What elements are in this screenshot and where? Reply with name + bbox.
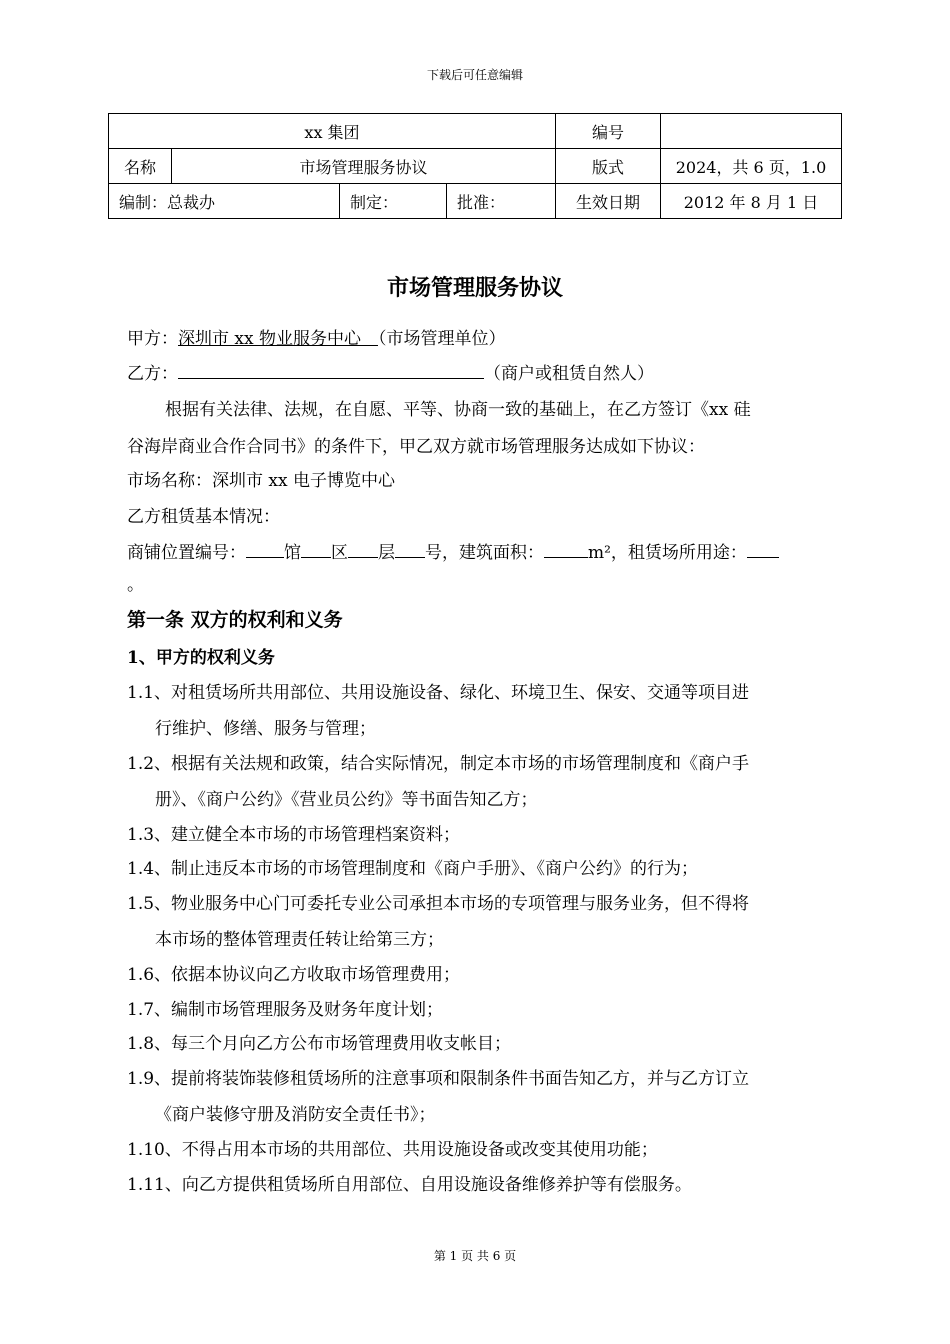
- intro-line-1: 根据有关法律、法规，在自愿、平等、协商一致的基础上，在乙方签订《xx 硅: [165, 400, 751, 420]
- blank-qu: [301, 540, 331, 558]
- version-value-cell: 2024，共 6 页，1.0: [661, 149, 842, 184]
- number-label-cell: 编号: [556, 114, 661, 149]
- document-title: 市场管理服务协议: [386, 275, 563, 301]
- effective-date-label-cell: 生效日期: [556, 184, 661, 219]
- approved-by-cell: 批准：: [447, 184, 556, 219]
- item-1-2-line-2: 册》、《商户公约》《营业员公约》等书面告知乙方；: [155, 790, 538, 810]
- party-b-line: [127, 359, 654, 384]
- item-1-9-line-1: 1.9、提前将装饰装修租赁场所的注意事项和限制条件书面告知乙方，并与乙方订立: [127, 1069, 750, 1089]
- qu-label: 区: [331, 543, 348, 563]
- party-b-note: （商户或租赁自然人）: [484, 364, 654, 384]
- item-1-9-line-2: 《商户装修守册及消防安全责任书》；: [155, 1105, 436, 1125]
- section-1-heading: 1、甲方的权利义务: [127, 648, 275, 668]
- market-name-line: 市场名称：深圳市 xx 电子博览中心: [127, 471, 395, 491]
- page-header-note: 下载后可任意编辑: [426, 68, 523, 82]
- item-1-11: 1.11、向乙方提供租赁场所自用部位、自用设施设备维修养护等有偿服务。: [127, 1175, 692, 1195]
- blank-use: [747, 540, 779, 558]
- item-1-6: 1.6、依据本协议向乙方收取市场管理费用；: [127, 965, 461, 985]
- item-1-1-line-1: 1.1、对租赁场所共用部位、共用设施设备、绿化、环境卫生、保安、交通等项目进: [127, 683, 750, 703]
- made-by-cell: 制定：: [340, 184, 447, 219]
- item-1-2-line-1: 1.2、根据有关法规和政策，结合实际情况，制定本市场的市场管理制度和《商户手: [127, 754, 750, 774]
- article-1-heading: 第一条 双方的权利和义务: [127, 609, 343, 631]
- item-1-7: 1.7、编制市场管理服务及财务年度计划；: [127, 1000, 444, 1020]
- compiled-by-cell: 编制：总裁办: [109, 184, 340, 219]
- party-a-label: 甲方：: [127, 329, 178, 349]
- party-a-line: [127, 324, 505, 349]
- shop-location-line: [127, 538, 779, 563]
- ceng-label: 层: [378, 543, 395, 563]
- name-value-cell: 市场管理服务协议: [172, 149, 556, 184]
- name-label-cell: 名称: [109, 149, 172, 184]
- blank-guan: [246, 540, 284, 558]
- blank-area: [544, 540, 588, 558]
- party-b-blank: [178, 361, 484, 379]
- shop-location-label: 商铺位置编号：: [127, 543, 246, 563]
- number-value-cell: [661, 114, 842, 149]
- party-a-note: （市场管理单位）: [377, 329, 506, 349]
- use-label: m²，租赁场所用途：: [588, 543, 747, 563]
- shop-location-end: 。: [127, 575, 144, 595]
- effective-date-value-cell: 2012 年 8 月 1 日: [661, 184, 842, 219]
- intro-line-2: 谷海岸商业合作合同书》的条件下，甲乙双方就市场管理服务达成如下协议：: [127, 437, 705, 457]
- area-label: 号，建筑面积：: [425, 543, 544, 563]
- blank-hao: [395, 540, 425, 558]
- page-footer-note: 第 1 页 共 6 页: [433, 1249, 517, 1263]
- blank-ceng: [348, 540, 378, 558]
- lease-basic-line: 乙方租赁基本情况：: [127, 507, 280, 527]
- item-1-1-line-2: 行维护、修缮、服务与管理；: [155, 719, 376, 739]
- company-cell: xx 集团: [109, 114, 556, 149]
- item-1-3: 1.3、建立健全本市场的市场管理档案资料；: [127, 825, 461, 845]
- guan-label: 馆: [284, 543, 301, 563]
- item-1-10: 1.10、不得占用本市场的共用部位、共用设施设备或改变其使用功能；: [127, 1140, 658, 1160]
- version-label-cell: 版式: [556, 149, 661, 184]
- party-a-name: 深圳市 xx 物业服务中心: [178, 329, 378, 349]
- document-info-table: [108, 113, 842, 219]
- item-1-5-line-2: 本市场的整体管理责任转让给第三方；: [155, 930, 444, 950]
- item-1-8: 1.8、每三个月向乙方公布市场管理费用收支帐目；: [127, 1034, 512, 1054]
- item-1-4: 1.4、制止违反本市场的市场管理制度和《商户手册》、《商户公约》的行为；: [127, 859, 699, 879]
- item-1-5-line-1: 1.5、物业服务中心门可委托专业公司承担本市场的专项管理与服务业务，但不得将: [127, 894, 750, 914]
- party-b-label: 乙方：: [127, 364, 178, 384]
